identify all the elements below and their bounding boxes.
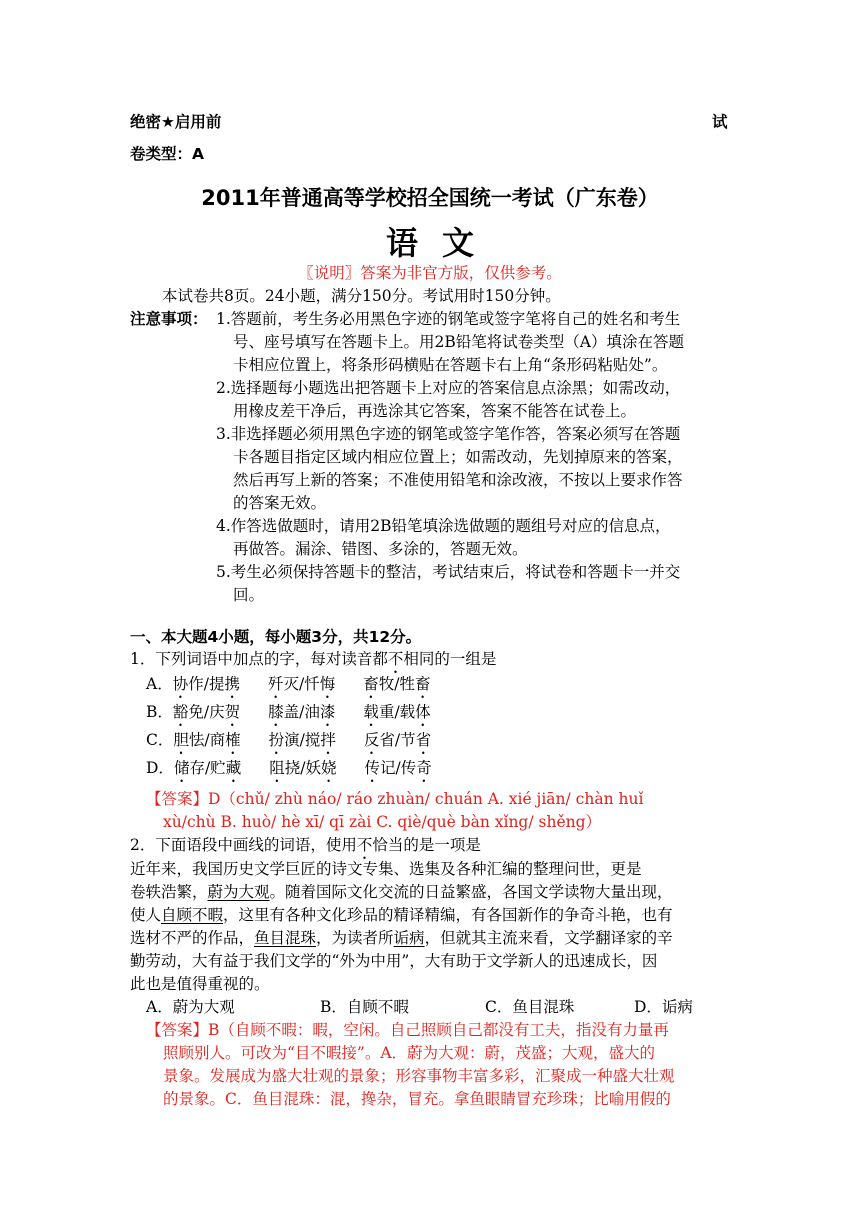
passage-line-6 [130, 973, 270, 996]
section-heading: 一、本大题4小题，每小题3分，共12分。 [130, 628, 422, 646]
q1-word-pair [364, 757, 431, 786]
q1-word-pair [173, 729, 240, 758]
passage-text: 卷轶浩繁， [130, 883, 208, 901]
q1-answer-line-1: 【答案】D（chǔ/ zhù náo/ ráo zhuàn/ chuán A. xié jiān/ chàn huǐ [146, 790, 644, 808]
dotted-char: 歼 [267, 675, 284, 693]
notice-item-1-line-2: 号、座号填写在答题卡上。用2B铅笔将试卷类型（A）填涂在答题 [233, 333, 684, 351]
notice-item-4-line-1: 4.作答选做题时，请用2B铅笔填涂选做题的题组号对应的信息点， [216, 517, 671, 535]
dotted-char: 拌 [320, 731, 336, 749]
dotted-char: 漆 [319, 703, 336, 721]
notice-item-3-line-2: 卡各题目指定区域内相应位置上；如需改动，先划掉原来的答案， [233, 448, 683, 466]
underlined-term: 蔚为大观 [207, 883, 270, 901]
q1-word-pair [268, 701, 335, 730]
q1-option-letter: B． [146, 703, 173, 721]
word-middle: 重/载 [378, 703, 416, 721]
dotted-char: 榷 [225, 731, 241, 749]
underlined-term: 自顾不暇 [161, 906, 224, 924]
dotted-char: 载 [363, 703, 379, 721]
q1-option-c [146, 729, 431, 758]
q1-option-letter: D． [146, 759, 174, 777]
word-middle: 演/搅 [284, 731, 321, 749]
q2-answer-line-4: 的景象。C．鱼目混珠：混，搀杂，冒充。拿鱼眼睛冒充珍珠；比喻用假的 [163, 1090, 671, 1108]
q2-option-d: D．诟病 [634, 998, 693, 1016]
notice-item-2-line-2: 用橡皮差干净后，再选涂其它答案，答案不能答在试卷上。 [233, 402, 637, 420]
dotted-char: 贺 [224, 703, 241, 721]
dotted-char: 豁 [172, 703, 189, 721]
q1-word-pair [173, 701, 240, 730]
dotted-char: 膝 [268, 703, 284, 721]
passage-text: 勤劳动，大有益于我们文学的“外为中用”，大有助于文学新人的迅速成长，因 [130, 952, 658, 970]
dotted-char: 协 [172, 675, 189, 693]
q1-stem-part1: 1．下列词语中加点的字，每对读音都 [130, 650, 388, 668]
dotted-char: 畜 [414, 675, 431, 693]
q1-stem-emphasis: 不 [387, 650, 404, 668]
word-middle: 挠/妖 [284, 759, 321, 777]
dotted-char: 娆 [320, 759, 337, 777]
paper-type: 卷类型：A [130, 145, 204, 163]
notice-item-2-line-1: 2.选择题每小题选出把答题卡上对应的答案信息点涂黑；如需改动， [216, 379, 681, 397]
notice-item-5-line-1: 5.考生必须保持答题卡的整洁，考试结束后，将试卷和答题卡一并交 [216, 563, 681, 581]
notice-item-1-line-1: 1.答题前，考生务必用黑色字迹的钢笔或签字笔将自己的姓名和考生 [216, 310, 681, 328]
notice-item-5-line-2: 回。 [233, 586, 265, 604]
q2-answer-line-1: 【答案】B（自顾不暇：暇，空闲。自己照顾自己都没有工夫，指没有力量再 [146, 1021, 669, 1039]
notice-item-1-line-3: 卡相应位置上，将条形码横贴在答题卡右上角“条形码粘贴处”。 [233, 356, 668, 374]
intro-line: 本试卷共8页。24小题，满分150分。考试用时150分钟。 [162, 287, 561, 305]
word-middle: 作/提 [188, 675, 225, 693]
notice-item-4-line-2: 再做答。漏涂、错图、多涂的，答题无效。 [233, 540, 528, 558]
dotted-char: 畜 [363, 675, 379, 693]
passage-text: 。随着国际文化交流的日益繁盛，各国文学读物大量出现， [269, 883, 673, 901]
q1-stem-part2: 相同的一组是 [403, 650, 497, 668]
q1-word-pair [268, 673, 335, 702]
dotted-char: 藏 [225, 759, 242, 777]
q2-answer-line-2: 照顾别人。可改为“目不暇接”。A．蔚为大观：蔚，茂盛；大观，盛大的 [163, 1044, 656, 1062]
word-middle: 免/庆 [188, 703, 225, 721]
dotted-char: 奇 [416, 759, 432, 777]
q2-answer-line-3: 景象。发展成为盛大壮观的景象；形容事物丰富多彩，汇聚成一种盛大壮观 [163, 1067, 675, 1085]
q2-stem-part1: 2．下面语段中画线的词语，使用 [130, 836, 357, 854]
passage-text: 此也是值得重视的。 [130, 975, 270, 993]
q2-stem-part2: 恰当的是一项是 [372, 836, 481, 854]
notice-item-3-line-4: 的答案无效。 [233, 494, 327, 512]
word-middle: 牧/牲 [378, 675, 415, 693]
q1-option-a [146, 673, 431, 702]
q1-word-pair [173, 673, 240, 702]
notice-item-3-line-3: 然后再写上新的答案；不准使用铅笔和涂改液，不按以上要求作答 [233, 471, 683, 489]
passage-text: 使人 [130, 906, 162, 924]
dotted-char: 储 [173, 759, 190, 777]
notice-item-3-line-1: 3.非选择题必须用黑色字迹的钢笔或签字笔作答，答案必须写在答题 [216, 425, 681, 443]
passage-line-2 [130, 881, 673, 904]
q2-option-b: B．自顾不暇 [320, 998, 409, 1016]
secret-label: 绝密★启用前 [130, 113, 222, 131]
dotted-char: 体 [415, 703, 431, 721]
q1-word-pair [174, 757, 241, 786]
passage-text: 近年来，我国历史文学巨匠的诗文专集、选集及各种汇编的整理问世，更是 [130, 860, 642, 878]
dotted-char: 携 [224, 675, 240, 693]
dotted-char: 悔 [319, 675, 336, 693]
q1-option-letter: A． [146, 675, 173, 693]
word-middle: 盖/油 [283, 703, 320, 721]
passage-line-3 [130, 904, 673, 927]
word-middle: 记/传 [379, 759, 417, 777]
word-middle: 省/节 [379, 731, 416, 749]
passage-line-5 [130, 950, 657, 973]
notice-label: 注意事项： [130, 310, 208, 328]
dotted-char: 扮 [268, 731, 285, 749]
q1-word-pair [363, 673, 430, 702]
passage-text: ，为读者所 [316, 929, 394, 947]
q1-option-d [146, 757, 432, 786]
q2-stem-emphasis: 不 [356, 836, 373, 854]
passage-line-4 [130, 927, 673, 950]
passage-text: ，但就其主流来看，文学翻译家的辛 [424, 929, 673, 947]
subject-title: 语文 [385, 224, 498, 262]
dotted-char: 传 [364, 759, 380, 777]
dotted-char: 阻 [269, 759, 285, 777]
q2-option-a: A．蔚为大观 [146, 998, 235, 1016]
underlined-term: 鱼目混珠 [254, 929, 317, 947]
dotted-char: 省 [415, 731, 432, 749]
q1-option-b [146, 701, 431, 730]
q1-answer-line-2: xù/chù B. huò/ hè xī/ qī zài C. qiè/què bàn xǐng/ shěng） [163, 813, 602, 831]
word-middle: 存/贮 [189, 759, 226, 777]
q2-option-c: C．鱼目混珠 [485, 998, 575, 1016]
word-middle: 怯/商 [188, 731, 226, 749]
secret-label-right: 试 [712, 113, 728, 131]
passage-text: ，这里有各种文化珍品的精译精编，有各国新作的争奇斗艳，也有 [223, 906, 673, 924]
dotted-char: 胆 [173, 731, 189, 749]
exam-title: 2011年普通高等学校招全国统一考试（广东卷） [201, 186, 659, 210]
passage-line-1 [130, 858, 642, 881]
q1-option-letter: C． [146, 731, 174, 749]
passage-text: 选材不严的作品， [130, 929, 255, 947]
q1-word-pair [269, 757, 336, 786]
q1-word-pair [363, 701, 430, 730]
underlined-term: 诟病 [393, 929, 425, 947]
q1-word-pair [364, 729, 431, 758]
word-middle: 灭/忏 [283, 675, 320, 693]
disclaimer-note: 〖说明〗答案为非官方版，仅供参考。 [298, 264, 562, 282]
dotted-char: 反 [363, 731, 380, 749]
q1-word-pair [269, 729, 336, 758]
